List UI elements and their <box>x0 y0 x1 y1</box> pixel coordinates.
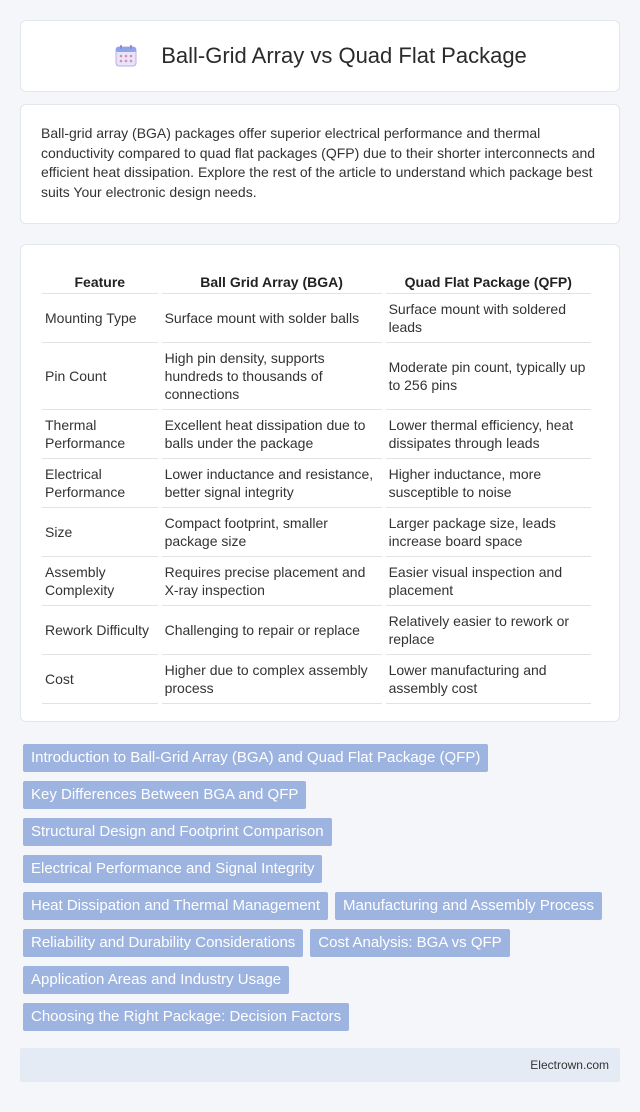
table-row <box>42 557 591 606</box>
bga-cell: Requires precise placement and X-ray inspection <box>162 557 382 606</box>
topic-link[interactable]: Cost Analysis: BGA vs QFP <box>310 929 509 957</box>
page-title: Ball-Grid Array vs Quad Flat Package <box>161 43 527 68</box>
feature-cell: Assembly Complexity <box>42 557 158 606</box>
table-row <box>42 410 591 459</box>
table-row <box>42 508 591 557</box>
bga-cell: Higher due to complex assembly process <box>162 655 382 704</box>
feature-cell: Size <box>42 508 158 557</box>
topic-link[interactable]: Introduction to Ball-Grid Array (BGA) and Quad Flat Package (QFP) <box>23 744 488 772</box>
table-row <box>42 343 591 410</box>
footer <box>20 1048 620 1082</box>
qfp-cell: Higher inductance, more susceptible to noise <box>386 459 591 508</box>
column-header-bga: Ball Grid Array (BGA) <box>162 263 382 294</box>
topic-link[interactable]: Choosing the Right Package: Decision Factors <box>23 1003 349 1031</box>
bga-cell: Lower inductance and resistance, better signal integrity <box>162 459 382 508</box>
topic-link[interactable]: Reliability and Durability Considerations <box>23 929 303 957</box>
bga-cell: Compact footprint, smaller package size <box>162 508 382 557</box>
feature-cell: Cost <box>42 655 158 704</box>
topic-link[interactable]: Heat Dissipation and Thermal Management <box>23 892 328 920</box>
comparison-table <box>38 263 595 704</box>
qfp-cell: Surface mount with soldered leads <box>386 294 591 343</box>
bga-cell: High pin density, supports hundreds to thousands of connections <box>162 343 382 410</box>
bga-cell: Surface mount with solder balls <box>162 294 382 343</box>
feature-cell: Electrical Performance <box>42 459 158 508</box>
feature-cell: Mounting Type <box>42 294 158 343</box>
intro-card <box>20 104 620 224</box>
bga-cell: Excellent heat dissipation due to balls under the package <box>162 410 382 459</box>
topic-link[interactable]: Manufacturing and Assembly Process <box>335 892 602 920</box>
title-card <box>20 20 620 92</box>
bga-cell: Challenging to repair or replace <box>162 606 382 655</box>
qfp-cell: Lower thermal efficiency, heat dissipates through leads <box>386 410 591 459</box>
intro-text: Ball-grid array (BGA) packages offer superior electrical performance and thermal conductivity compared to quad flat packages (QFP) due to their shorter interconnects and efficient heat dissipation. Explore the rest of the article to understand which package best suits Your electronic design needs. <box>41 125 596 200</box>
qfp-cell: Relatively easier to rework or replace <box>386 606 591 655</box>
topic-link[interactable]: Electrical Performance and Signal Integrity <box>23 855 322 883</box>
feature-cell: Pin Count <box>42 343 158 410</box>
table-row <box>42 459 591 508</box>
calendar-grid-icon <box>113 43 139 69</box>
topic-link[interactable]: Key Differences Between BGA and QFP <box>23 781 306 809</box>
qfp-cell: Moderate pin count, typically up to 256 pins <box>386 343 591 410</box>
qfp-cell: Lower manufacturing and assembly cost <box>386 655 591 704</box>
feature-cell: Thermal Performance <box>42 410 158 459</box>
qfp-cell: Larger package size, leads increase board space <box>386 508 591 557</box>
footer-site-link[interactable]: Electrown.com <box>530 1058 609 1072</box>
column-header-qfp: Quad Flat Package (QFP) <box>386 263 591 294</box>
table-header-row <box>42 263 591 294</box>
topic-links <box>20 744 620 1031</box>
feature-cell: Rework Difficulty <box>42 606 158 655</box>
table-row <box>42 655 591 704</box>
comparison-table-card <box>20 244 620 722</box>
column-header-feature: Feature <box>42 263 158 294</box>
table-row <box>42 294 591 343</box>
table-row <box>42 606 591 655</box>
qfp-cell: Easier visual inspection and placement <box>386 557 591 606</box>
topic-link[interactable]: Structural Design and Footprint Comparison <box>23 818 332 846</box>
topic-link[interactable]: Application Areas and Industry Usage <box>23 966 289 994</box>
